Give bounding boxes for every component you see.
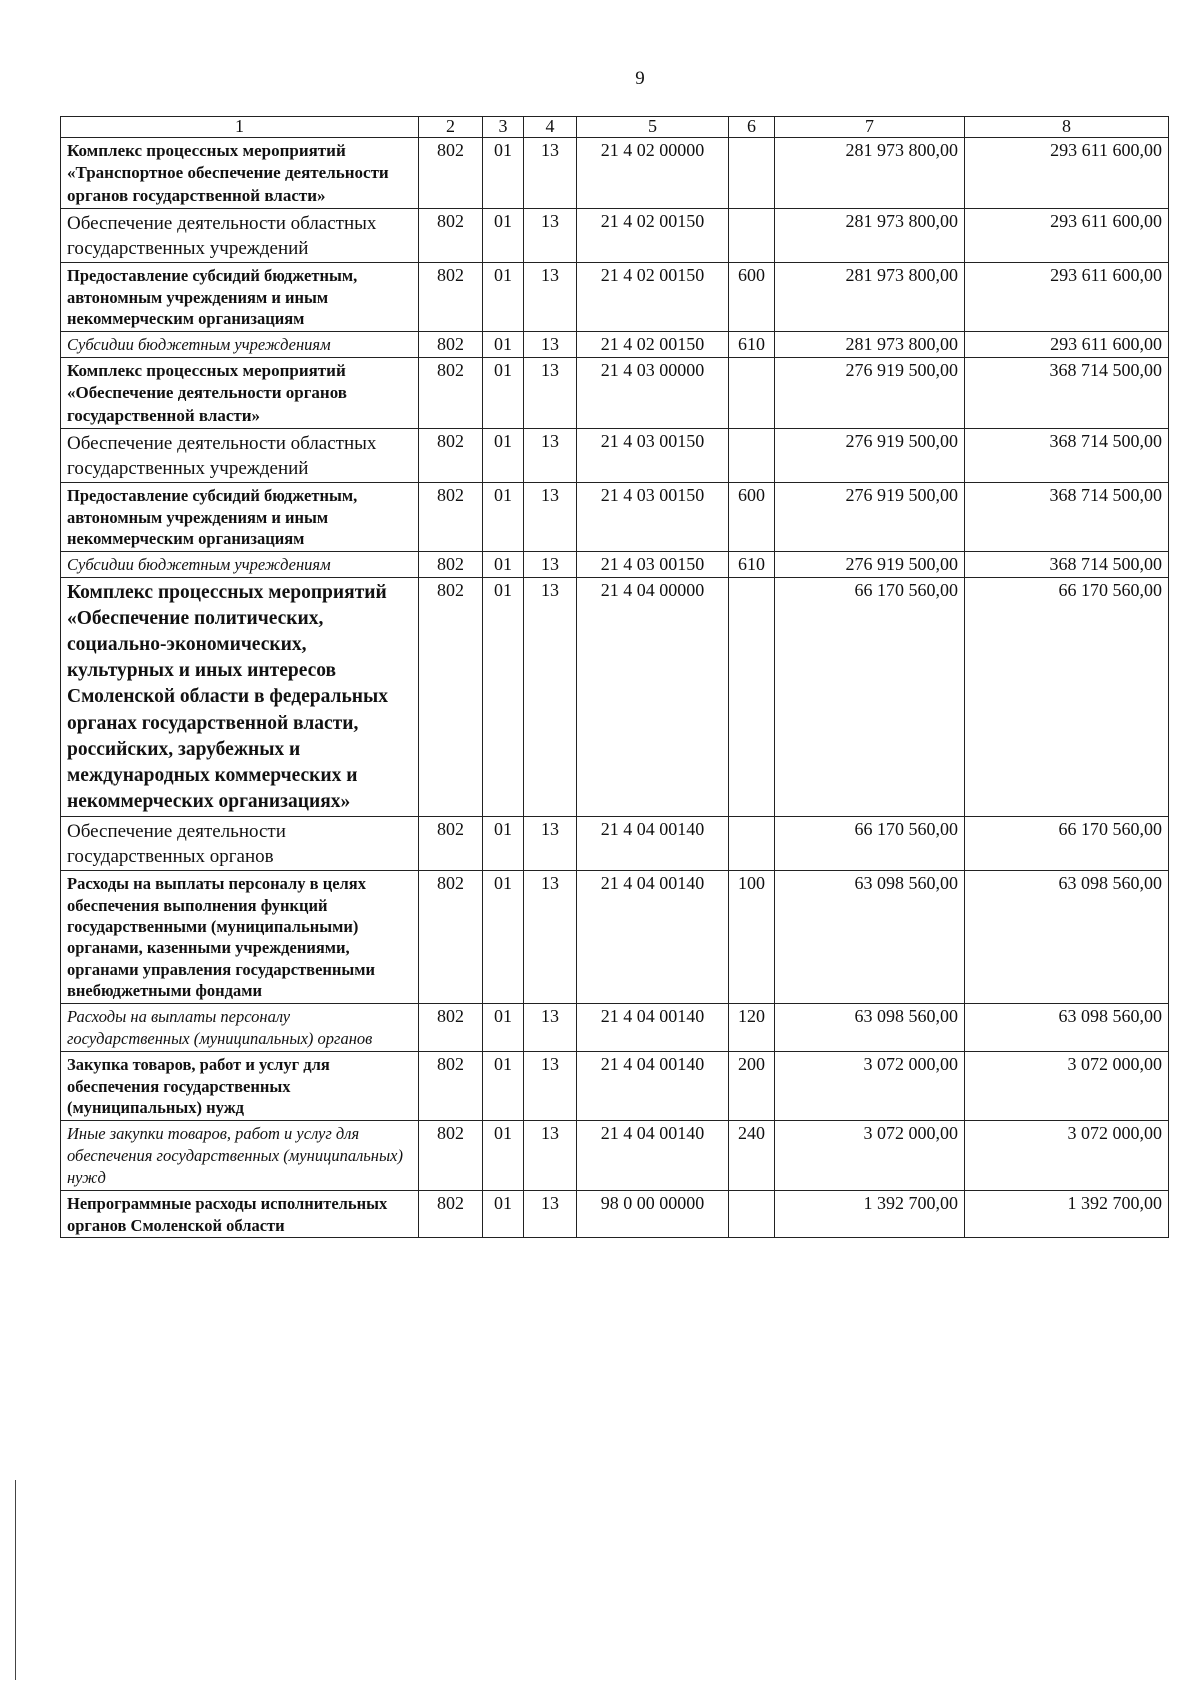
expense-type-code: 120 [729, 1003, 775, 1052]
row-name: Расходы на выплаты персоналу в целях обеспечения выполнения функций государственными (муниципальными) органами, казенными учреждениями, органами управления государственными внебюджетными фондами [61, 871, 419, 1004]
column-header: 7 [775, 117, 965, 138]
amount-year-1: 63 098 560,00 [775, 1003, 965, 1052]
ministry-code: 802 [419, 1052, 483, 1120]
column-header: 4 [524, 117, 577, 138]
section-code: 01 [483, 551, 524, 577]
section-code: 01 [483, 209, 524, 263]
section-code: 01 [483, 577, 524, 816]
amount-year-2: 368 714 500,00 [965, 551, 1169, 577]
row-name: Субсидии бюджетным учреждениям [61, 551, 419, 577]
section-code: 01 [483, 263, 524, 331]
amount-year-2: 66 170 560,00 [965, 817, 1169, 871]
section-code: 01 [483, 871, 524, 1004]
expense-type-code: 600 [729, 263, 775, 331]
subsection-code: 13 [524, 1003, 577, 1052]
subsection-code: 13 [524, 429, 577, 483]
target-article-code: 21 4 03 00150 [577, 483, 729, 551]
table-row [61, 551, 1169, 577]
target-article-code: 21 4 03 00000 [577, 357, 729, 428]
amount-year-1: 276 919 500,00 [775, 483, 965, 551]
amount-year-2: 63 098 560,00 [965, 871, 1169, 1004]
expense-type-code: 610 [729, 331, 775, 357]
section-code: 01 [483, 1120, 524, 1191]
row-name: Иные закупки товаров, работ и услуг для обеспечения государственных (муниципальных) нужд [61, 1120, 419, 1191]
expense-type-code [729, 577, 775, 816]
subsection-code: 13 [524, 1191, 577, 1238]
row-name: Непрограммные расходы исполнительных органов Смоленской области [61, 1191, 419, 1238]
table-row [61, 1191, 1169, 1238]
table-row [61, 817, 1169, 871]
target-article-code: 21 4 04 00140 [577, 817, 729, 871]
column-header: 2 [419, 117, 483, 138]
section-code: 01 [483, 137, 524, 208]
amount-year-1: 3 072 000,00 [775, 1052, 965, 1120]
ministry-code: 802 [419, 817, 483, 871]
section-code: 01 [483, 1052, 524, 1120]
amount-year-1: 281 973 800,00 [775, 263, 965, 331]
amount-year-1: 1 392 700,00 [775, 1191, 965, 1238]
amount-year-1: 281 973 800,00 [775, 331, 965, 357]
ministry-code: 802 [419, 1191, 483, 1238]
subsection-code: 13 [524, 1052, 577, 1120]
amount-year-2: 293 611 600,00 [965, 263, 1169, 331]
section-code: 01 [483, 1003, 524, 1052]
target-article-code: 21 4 02 00150 [577, 331, 729, 357]
table-row [61, 429, 1169, 483]
section-code: 01 [483, 331, 524, 357]
table-row [61, 357, 1169, 428]
table-row [61, 209, 1169, 263]
expense-type-code [729, 357, 775, 428]
subsection-code: 13 [524, 551, 577, 577]
ministry-code: 802 [419, 1003, 483, 1052]
target-article-code: 21 4 03 00150 [577, 429, 729, 483]
amount-year-2: 293 611 600,00 [965, 209, 1169, 263]
row-name: Комплекс процессных мероприятий «Транспортное обеспечение деятельности органов государственной власти» [61, 137, 419, 208]
row-name: Обеспечение деятельности областных государственных учреждений [61, 209, 419, 263]
table-row [61, 331, 1169, 357]
table-row [61, 263, 1169, 331]
row-name: Комплекс процессных мероприятий «Обеспечение политических, социально-экономических, культурных и иных интересов Смоленской области в федеральных органах государственной власти, российских, зарубежных и международных коммерческих и некоммерческих организациях» [61, 577, 419, 816]
ministry-code: 802 [419, 483, 483, 551]
column-header: 5 [577, 117, 729, 138]
row-name: Предоставление субсидий бюджетным, автономным учреждениям и иным некоммерческим организациям [61, 263, 419, 331]
ministry-code: 802 [419, 1120, 483, 1191]
column-header: 6 [729, 117, 775, 138]
column-number-row [61, 117, 1169, 138]
subsection-code: 13 [524, 577, 577, 816]
section-code: 01 [483, 357, 524, 428]
target-article-code: 21 4 04 00140 [577, 1003, 729, 1052]
section-code: 01 [483, 1191, 524, 1238]
table-row [61, 1120, 1169, 1191]
expense-type-code [729, 817, 775, 871]
table-row [61, 137, 1169, 208]
budget-table [60, 116, 1169, 1238]
target-article-code: 98 0 00 00000 [577, 1191, 729, 1238]
amount-year-2: 63 098 560,00 [965, 1003, 1169, 1052]
amount-year-1: 281 973 800,00 [775, 137, 965, 208]
column-header: 8 [965, 117, 1169, 138]
subsection-code: 13 [524, 137, 577, 208]
expense-type-code: 610 [729, 551, 775, 577]
amount-year-1: 281 973 800,00 [775, 209, 965, 263]
target-article-code: 21 4 03 00150 [577, 551, 729, 577]
target-article-code: 21 4 04 00000 [577, 577, 729, 816]
expense-type-code [729, 1191, 775, 1238]
amount-year-1: 276 919 500,00 [775, 429, 965, 483]
section-code: 01 [483, 429, 524, 483]
table-row [61, 483, 1169, 551]
target-article-code: 21 4 04 00140 [577, 871, 729, 1004]
scan-margin-line [15, 1480, 16, 1680]
ministry-code: 802 [419, 137, 483, 208]
table-row [61, 1003, 1169, 1052]
amount-year-2: 293 611 600,00 [965, 137, 1169, 208]
amount-year-2: 3 072 000,00 [965, 1120, 1169, 1191]
page-number: 9 [635, 68, 645, 89]
expense-type-code: 100 [729, 871, 775, 1004]
row-name: Комплекс процессных мероприятий «Обеспечение деятельности органов государственной власти» [61, 357, 419, 428]
row-name: Предоставление субсидий бюджетным, автономным учреждениям и иным некоммерческим организациям [61, 483, 419, 551]
ministry-code: 802 [419, 331, 483, 357]
subsection-code: 13 [524, 871, 577, 1004]
expense-type-code: 240 [729, 1120, 775, 1191]
target-article-code: 21 4 04 00140 [577, 1052, 729, 1120]
section-code: 01 [483, 483, 524, 551]
amount-year-1: 3 072 000,00 [775, 1120, 965, 1191]
subsection-code: 13 [524, 209, 577, 263]
section-code: 01 [483, 817, 524, 871]
table-row [61, 577, 1169, 816]
table-row [61, 871, 1169, 1004]
subsection-code: 13 [524, 357, 577, 428]
ministry-code: 802 [419, 551, 483, 577]
amount-year-1: 276 919 500,00 [775, 357, 965, 428]
column-header: 3 [483, 117, 524, 138]
expense-type-code: 200 [729, 1052, 775, 1120]
ministry-code: 802 [419, 263, 483, 331]
subsection-code: 13 [524, 263, 577, 331]
ministry-code: 802 [419, 209, 483, 263]
amount-year-1: 66 170 560,00 [775, 817, 965, 871]
amount-year-2: 293 611 600,00 [965, 331, 1169, 357]
target-article-code: 21 4 04 00140 [577, 1120, 729, 1191]
expense-type-code [729, 137, 775, 208]
ministry-code: 802 [419, 577, 483, 816]
subsection-code: 13 [524, 331, 577, 357]
expense-type-code [729, 429, 775, 483]
row-name: Расходы на выплаты персоналу государственных (муниципальных) органов [61, 1003, 419, 1052]
amount-year-2: 1 392 700,00 [965, 1191, 1169, 1238]
subsection-code: 13 [524, 483, 577, 551]
row-name: Закупка товаров, работ и услуг для обеспечения государственных (муниципальных) нужд [61, 1052, 419, 1120]
target-article-code: 21 4 02 00000 [577, 137, 729, 208]
row-name: Обеспечение деятельности государственных органов [61, 817, 419, 871]
amount-year-2: 3 072 000,00 [965, 1052, 1169, 1120]
ministry-code: 802 [419, 357, 483, 428]
amount-year-2: 368 714 500,00 [965, 357, 1169, 428]
ministry-code: 802 [419, 429, 483, 483]
amount-year-2: 368 714 500,00 [965, 483, 1169, 551]
table-row [61, 1052, 1169, 1120]
amount-year-1: 63 098 560,00 [775, 871, 965, 1004]
ministry-code: 802 [419, 871, 483, 1004]
row-name: Обеспечение деятельности областных государственных учреждений [61, 429, 419, 483]
target-article-code: 21 4 02 00150 [577, 263, 729, 331]
subsection-code: 13 [524, 1120, 577, 1191]
table-body [61, 137, 1169, 1238]
expense-type-code: 600 [729, 483, 775, 551]
amount-year-2: 368 714 500,00 [965, 429, 1169, 483]
subsection-code: 13 [524, 817, 577, 871]
target-article-code: 21 4 02 00150 [577, 209, 729, 263]
row-name: Субсидии бюджетным учреждениям [61, 331, 419, 357]
column-header: 1 [61, 117, 419, 138]
amount-year-1: 276 919 500,00 [775, 551, 965, 577]
amount-year-2: 66 170 560,00 [965, 577, 1169, 816]
amount-year-1: 66 170 560,00 [775, 577, 965, 816]
expense-type-code [729, 209, 775, 263]
